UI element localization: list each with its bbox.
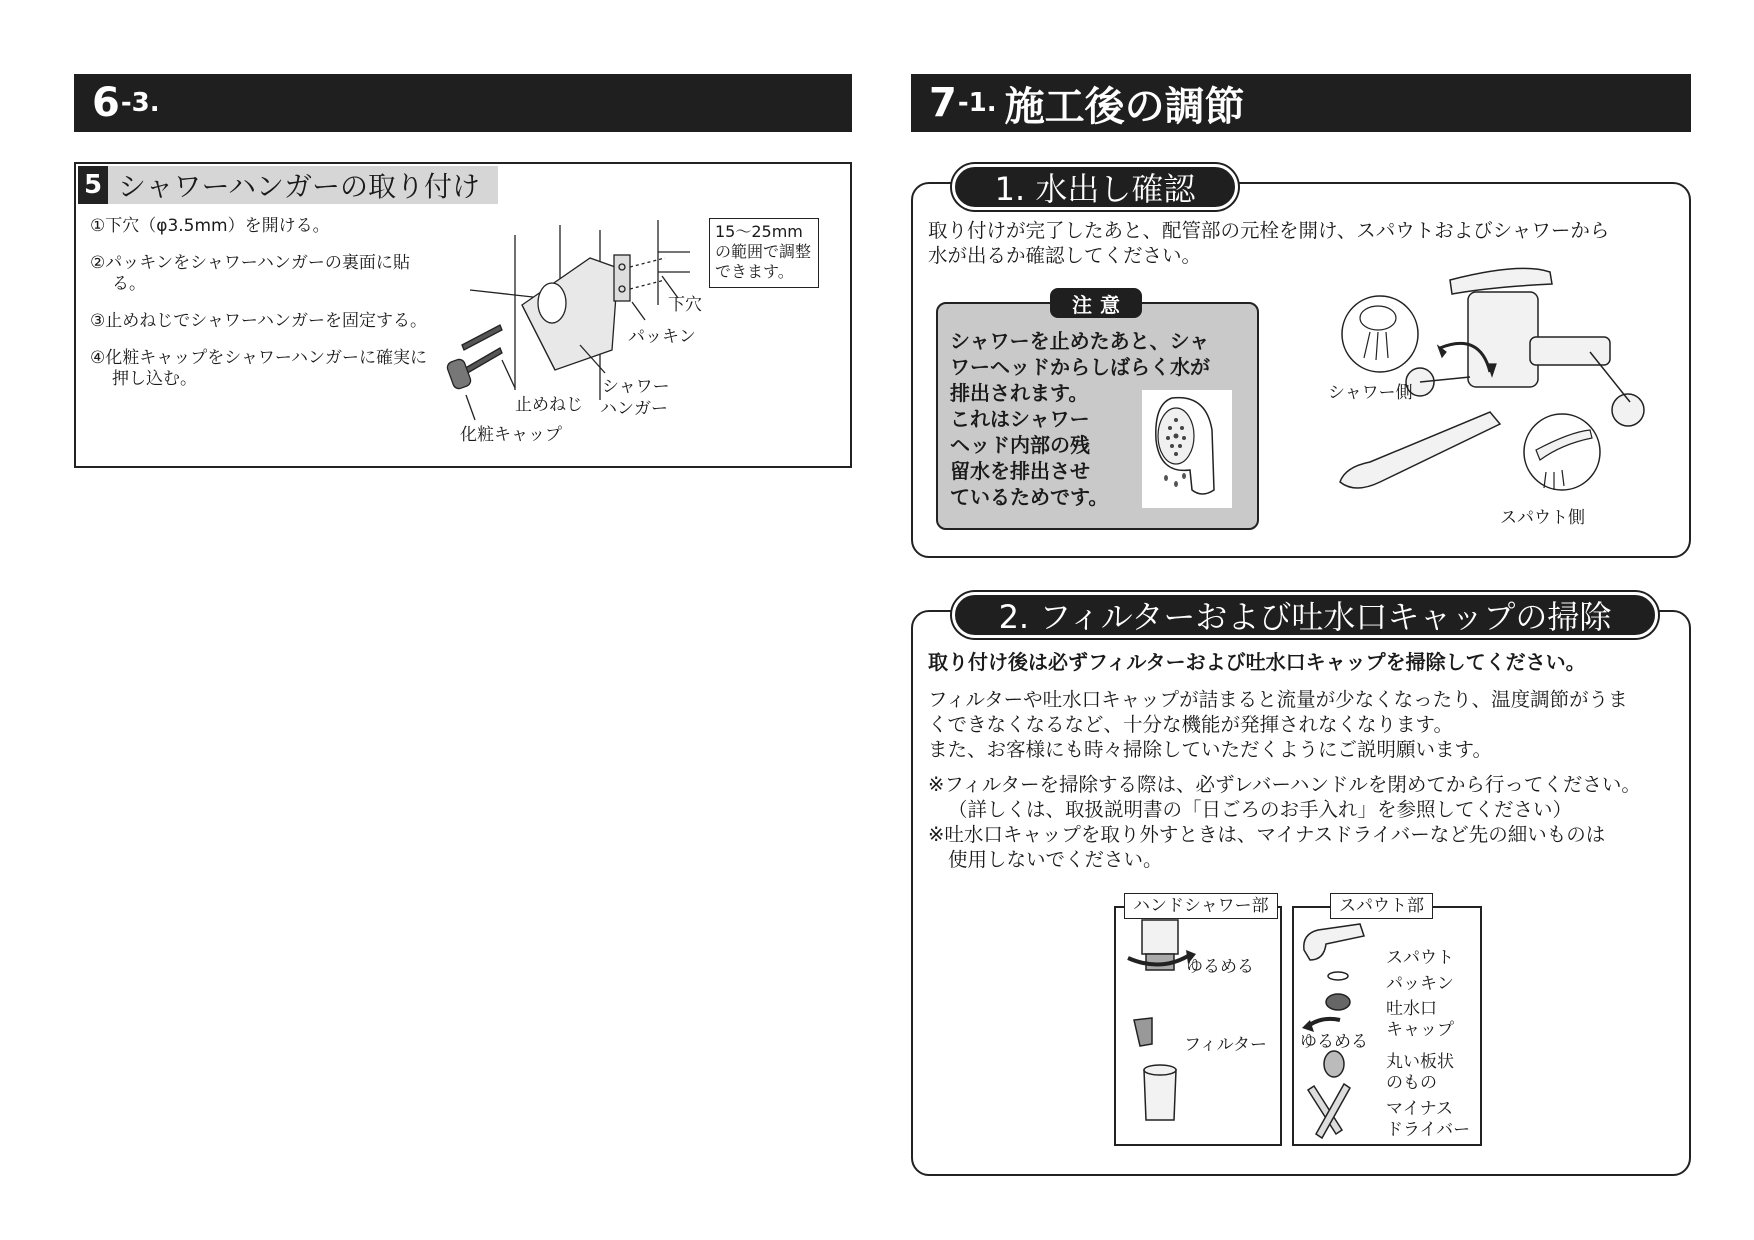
shower-hanger-title: シャワーハンガーの取り付け xyxy=(118,170,481,203)
step-number-badge: 5 xyxy=(78,166,108,204)
screw-label: 止めねじ xyxy=(515,395,583,415)
range-line-2: の範囲で調整 xyxy=(715,242,812,261)
step-4: ④化粧キャップをシャワーハンガーに確実に押し込む。 xyxy=(90,348,428,389)
caution-box xyxy=(936,292,1259,530)
header-subnumber: -3. xyxy=(120,88,160,118)
filter-label: フィルター xyxy=(1184,1035,1267,1055)
header-subnumber: -1. xyxy=(957,88,997,118)
hole-label: 下穴 xyxy=(668,295,702,315)
instruction-line-1: 取り付けが完了したあと、配管部の元栓を開け、スパウトおよびシャワーから xyxy=(928,219,1610,242)
adjustment-range-note xyxy=(709,218,819,288)
spout-side-label: スパウト側 xyxy=(1500,508,1585,528)
instruction-line-2: 水が出るか確認してください。 xyxy=(928,244,1202,267)
cap-label-1: 吐水口 xyxy=(1386,999,1437,1019)
section-7-1-header xyxy=(911,74,1691,132)
step-1: ①下穴（φ3.5mm）を開ける。 xyxy=(90,216,330,236)
filter-para-line-2: くできなくなるなど、十分な機能が発揮されなくなります。 xyxy=(928,713,1453,736)
spout-label: スパウト xyxy=(1386,948,1454,968)
round-plate-label-2: のもの xyxy=(1386,1073,1437,1093)
header-title: 施工後の調節 xyxy=(1004,83,1245,130)
installation-steps xyxy=(90,216,430,406)
driver-label-2: ドライバー xyxy=(1386,1120,1471,1140)
hanger-label-1: シャワー xyxy=(602,377,670,397)
header-number: 7 xyxy=(929,80,958,126)
packing-label: パッキン xyxy=(628,327,696,347)
caution-line-4: これはシャワー xyxy=(950,407,1090,431)
filter-note-4: 使用しないでください。 xyxy=(948,848,1163,871)
cap-label-2: キャップ xyxy=(1386,1020,1454,1040)
shower-side-label: シャワー側 xyxy=(1328,383,1413,403)
caution-line-5: ヘッド内部の残 xyxy=(950,433,1090,457)
filter-note-1: ※フィルターを掃除する際は、必ずレバーハンドルを閉めてから行ってください。 xyxy=(928,773,1641,796)
shower-hanger-title-bar xyxy=(78,166,498,204)
caution-line-7: ているためです。 xyxy=(950,485,1109,509)
step-2: ②パッキンをシャワーハンガーの裏面に貼る。 xyxy=(90,253,410,294)
range-line-3: できます。 xyxy=(715,262,794,281)
filter-para-line-3: また、お客様にも時々掃除していただくようにご説明願います。 xyxy=(928,738,1492,761)
hand-shower-loosen-label: ゆるめる xyxy=(1186,957,1254,977)
range-line-1: 15〜25mm xyxy=(715,222,803,241)
filter-cleaning-body xyxy=(928,650,1684,872)
filter-para-line-1: フィルターや吐水口キャップが詰まると流量が少なくなったり、温度調節がうま xyxy=(928,688,1628,711)
caution-label: 注意 xyxy=(1050,288,1142,318)
driver-label-1: マイナス xyxy=(1386,1099,1453,1119)
filter-cleaning-title: 2. フィルターおよび吐水口キャップの掃除 xyxy=(952,592,1658,638)
spout-packing-label: パッキン xyxy=(1386,974,1454,994)
caution-line-6: 留水を排出させ xyxy=(950,459,1090,483)
caution-line-1: シャワーを止めたあと、シャ xyxy=(950,329,1210,353)
filter-bold-line: 取り付け後は必ずフィルターおよび吐水口キャップを掃除してください。 xyxy=(928,650,1586,674)
filter-note-2: （詳しくは、取扱説明書の「日ごろのお手入れ」を参照してください） xyxy=(948,798,1573,821)
round-plate-label-1: 丸い板状 xyxy=(1386,1052,1454,1072)
water-check-instructions xyxy=(928,218,1678,268)
filter-note-3: ※吐水口キャップを取り外すときは、マイナスドライバーなど先の細いものは xyxy=(928,823,1606,846)
step-3: ③止めねじでシャワーハンガーを固定する。 xyxy=(90,311,428,331)
spout-tag: スパウト部 xyxy=(1330,893,1433,919)
shower-head-drip-illustration xyxy=(1142,390,1232,508)
caution-line-2: ワーヘッドからしばらく水が xyxy=(950,355,1210,379)
spout-loosen-label: ゆるめる xyxy=(1300,1032,1368,1052)
hanger-label-2: ハンガー xyxy=(600,399,668,419)
caution-line-3: 排出されます。 xyxy=(950,381,1089,405)
section-6-3-header xyxy=(74,74,852,132)
cap-label: 化粧キャップ xyxy=(460,425,562,445)
hand-shower-tag: ハンドシャワー部 xyxy=(1124,893,1278,919)
header-number: 6 xyxy=(92,80,121,126)
water-check-title: 1. 水出し確認 xyxy=(952,164,1238,210)
